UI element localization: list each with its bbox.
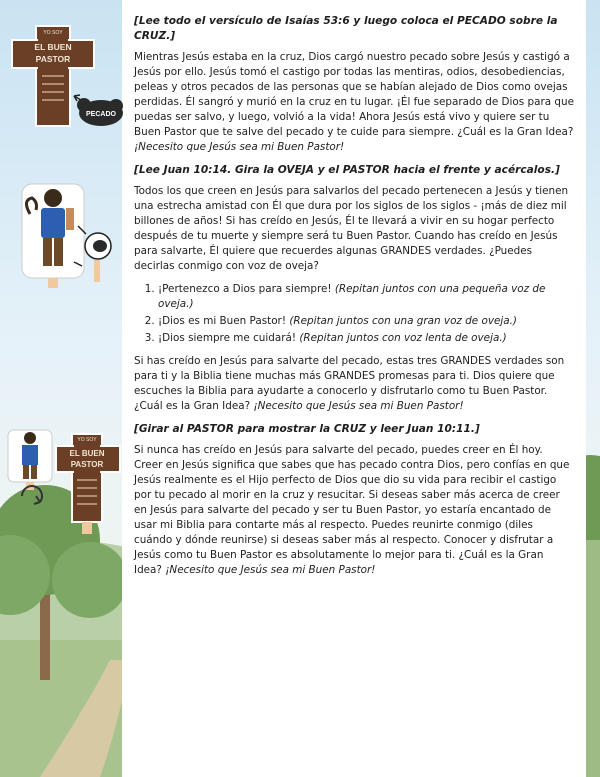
list-item-text: ¡Dios es mi Buen Pastor!	[158, 315, 286, 327]
list-item	[158, 314, 574, 329]
big-idea-3: ¡Necesito que Jesús sea mi Buen Pastor!	[165, 564, 376, 576]
cross-title-line2: PASTOR	[70, 460, 104, 469]
list-item-note: (Repitan juntos con voz lenta de oveja.)	[299, 332, 507, 344]
shepherd-cross-sign	[4, 426, 124, 536]
paragraph-1	[134, 50, 574, 155]
shepherd-icon	[8, 430, 52, 490]
cross-icon	[56, 434, 120, 534]
list-item-text: ¡Pertenezco a Dios para siempre!	[158, 283, 332, 295]
cross-top-text: YO SOY	[77, 437, 97, 443]
list-item-note: (Repitan juntos con una gran voz de oveja.)	[289, 315, 517, 327]
cross-sign-with-sin	[8, 22, 123, 132]
list-item	[158, 282, 574, 312]
list-item-note: (Repitan juntos con una pequeña voz de oveja.)	[158, 283, 546, 310]
big-idea-2: ¡Necesito que Jesús sea mi Buen Pastor!	[253, 400, 464, 412]
paragraph-1-text: Mientras Jesús estaba en la cruz, Dios cargó nuestro pecado sobre Jesús y castigó a Jesús por ello. Jesús tomó el castigo por todas las mentiras, odios, desobediencias, peleas y otros pecados de las personas que se habían alejado de Dios como ovejas perdidas. Él sangró y murió en la cruz en tu lugar. ¡Él fue separado de Dios para que puedas ser salvo, y luego, volvió a la vida! Ahora Jesús está vivo y quiere ser tu Buen Pastor que te salve del pecado y te cuide para siempre. ¿Cuál es la Gran Idea?	[134, 51, 574, 138]
list-item	[158, 331, 574, 346]
cross-title-line1: EL BUEN	[34, 42, 72, 52]
cross-top-text: YO SOY	[43, 30, 63, 36]
instruction-heading-2: [Lee Juan 10:14. Gira la OVEJA y el PASTOR hacia el frente y acércalos.]	[134, 164, 560, 176]
cross-title-line2: PASTOR	[35, 54, 71, 64]
paragraph-3	[134, 354, 574, 414]
cross-title-line1: EL BUEN	[69, 449, 105, 458]
instruction-heading-1: [Lee todo el versículo de Isaías 53:6 y luego coloca el PECADO sobre la CRUZ.]	[134, 15, 558, 42]
grass-right	[586, 540, 600, 777]
shepherd-sheep-sign	[8, 180, 123, 290]
sin-bubble-icon	[77, 98, 123, 126]
list-item-text: ¡Dios siempre me cuidará!	[158, 332, 297, 344]
sin-label: PECADO	[86, 111, 116, 118]
paragraph-4	[134, 443, 574, 578]
truths-list	[134, 282, 574, 346]
paragraph-2: Todos los que creen en Jesús para salvarlos del pecado pertenecen a Jesús y tienen una estrecha amistad con Él que dura por los siglos de los siglos - ¡más de diez mil billones de años! Si has creído en Jesús, Él te llevará a vivir en su hogar perfecto después de tu muerte y siempre será tu Buen Pastor. Cuando has creído en Jesús para salvarte, Él quiere que recuerdes algunas GRANDES verdades. ¿Puedes decirlas conmigo con voz de oveja?	[134, 185, 569, 272]
sheep-icon	[85, 233, 111, 282]
shepherd-icon	[22, 184, 84, 288]
big-idea-1: ¡Necesito que Jesús sea mi Buen Pastor!	[134, 141, 345, 153]
paragraph-3-text: Si has creído en Jesús para salvarte del pecado, estas tres GRANDES verdades son para ti y la Biblia tiene muchas más GRANDES promesas para ti. Dios quiere que escuches la Biblia para ayudarte a conocerlo y disfrutarlo como tu Buen Pastor. ¿Cuál es la Gran Idea?	[134, 355, 565, 412]
instruction-heading-3: [Girar al PASTOR para mostrar la CRUZ y leer Juan 10:11.]	[134, 423, 480, 435]
lesson-text	[134, 14, 574, 586]
paragraph-4-text: Si nunca has creído en Jesús para salvarte del pecado, puedes creer en Él hoy. Creer en Jesús significa que sabes que has pecado contra Dios, pero confías en que Jesús realmente es el Hijo perfecto de Dios que dio su vida para recibir el castigo por tu pecado al morir en la cruz y resucitar. Si deseas saber más acerca de creer en Jesús para salvarte del pecado y ser tu Buen Pastor, yo estaría encantado de usar mi Biblia para contarte más al respecto. Puedes reunirte conmigo (diles cuándo y dónde reunirse) si deseas saber más al respecto. Conocer y disfrutar a Jesús como tu Buen Pastor es absolutamente lo mejor para ti. ¿Cuál es la Gran Idea?	[134, 444, 570, 576]
